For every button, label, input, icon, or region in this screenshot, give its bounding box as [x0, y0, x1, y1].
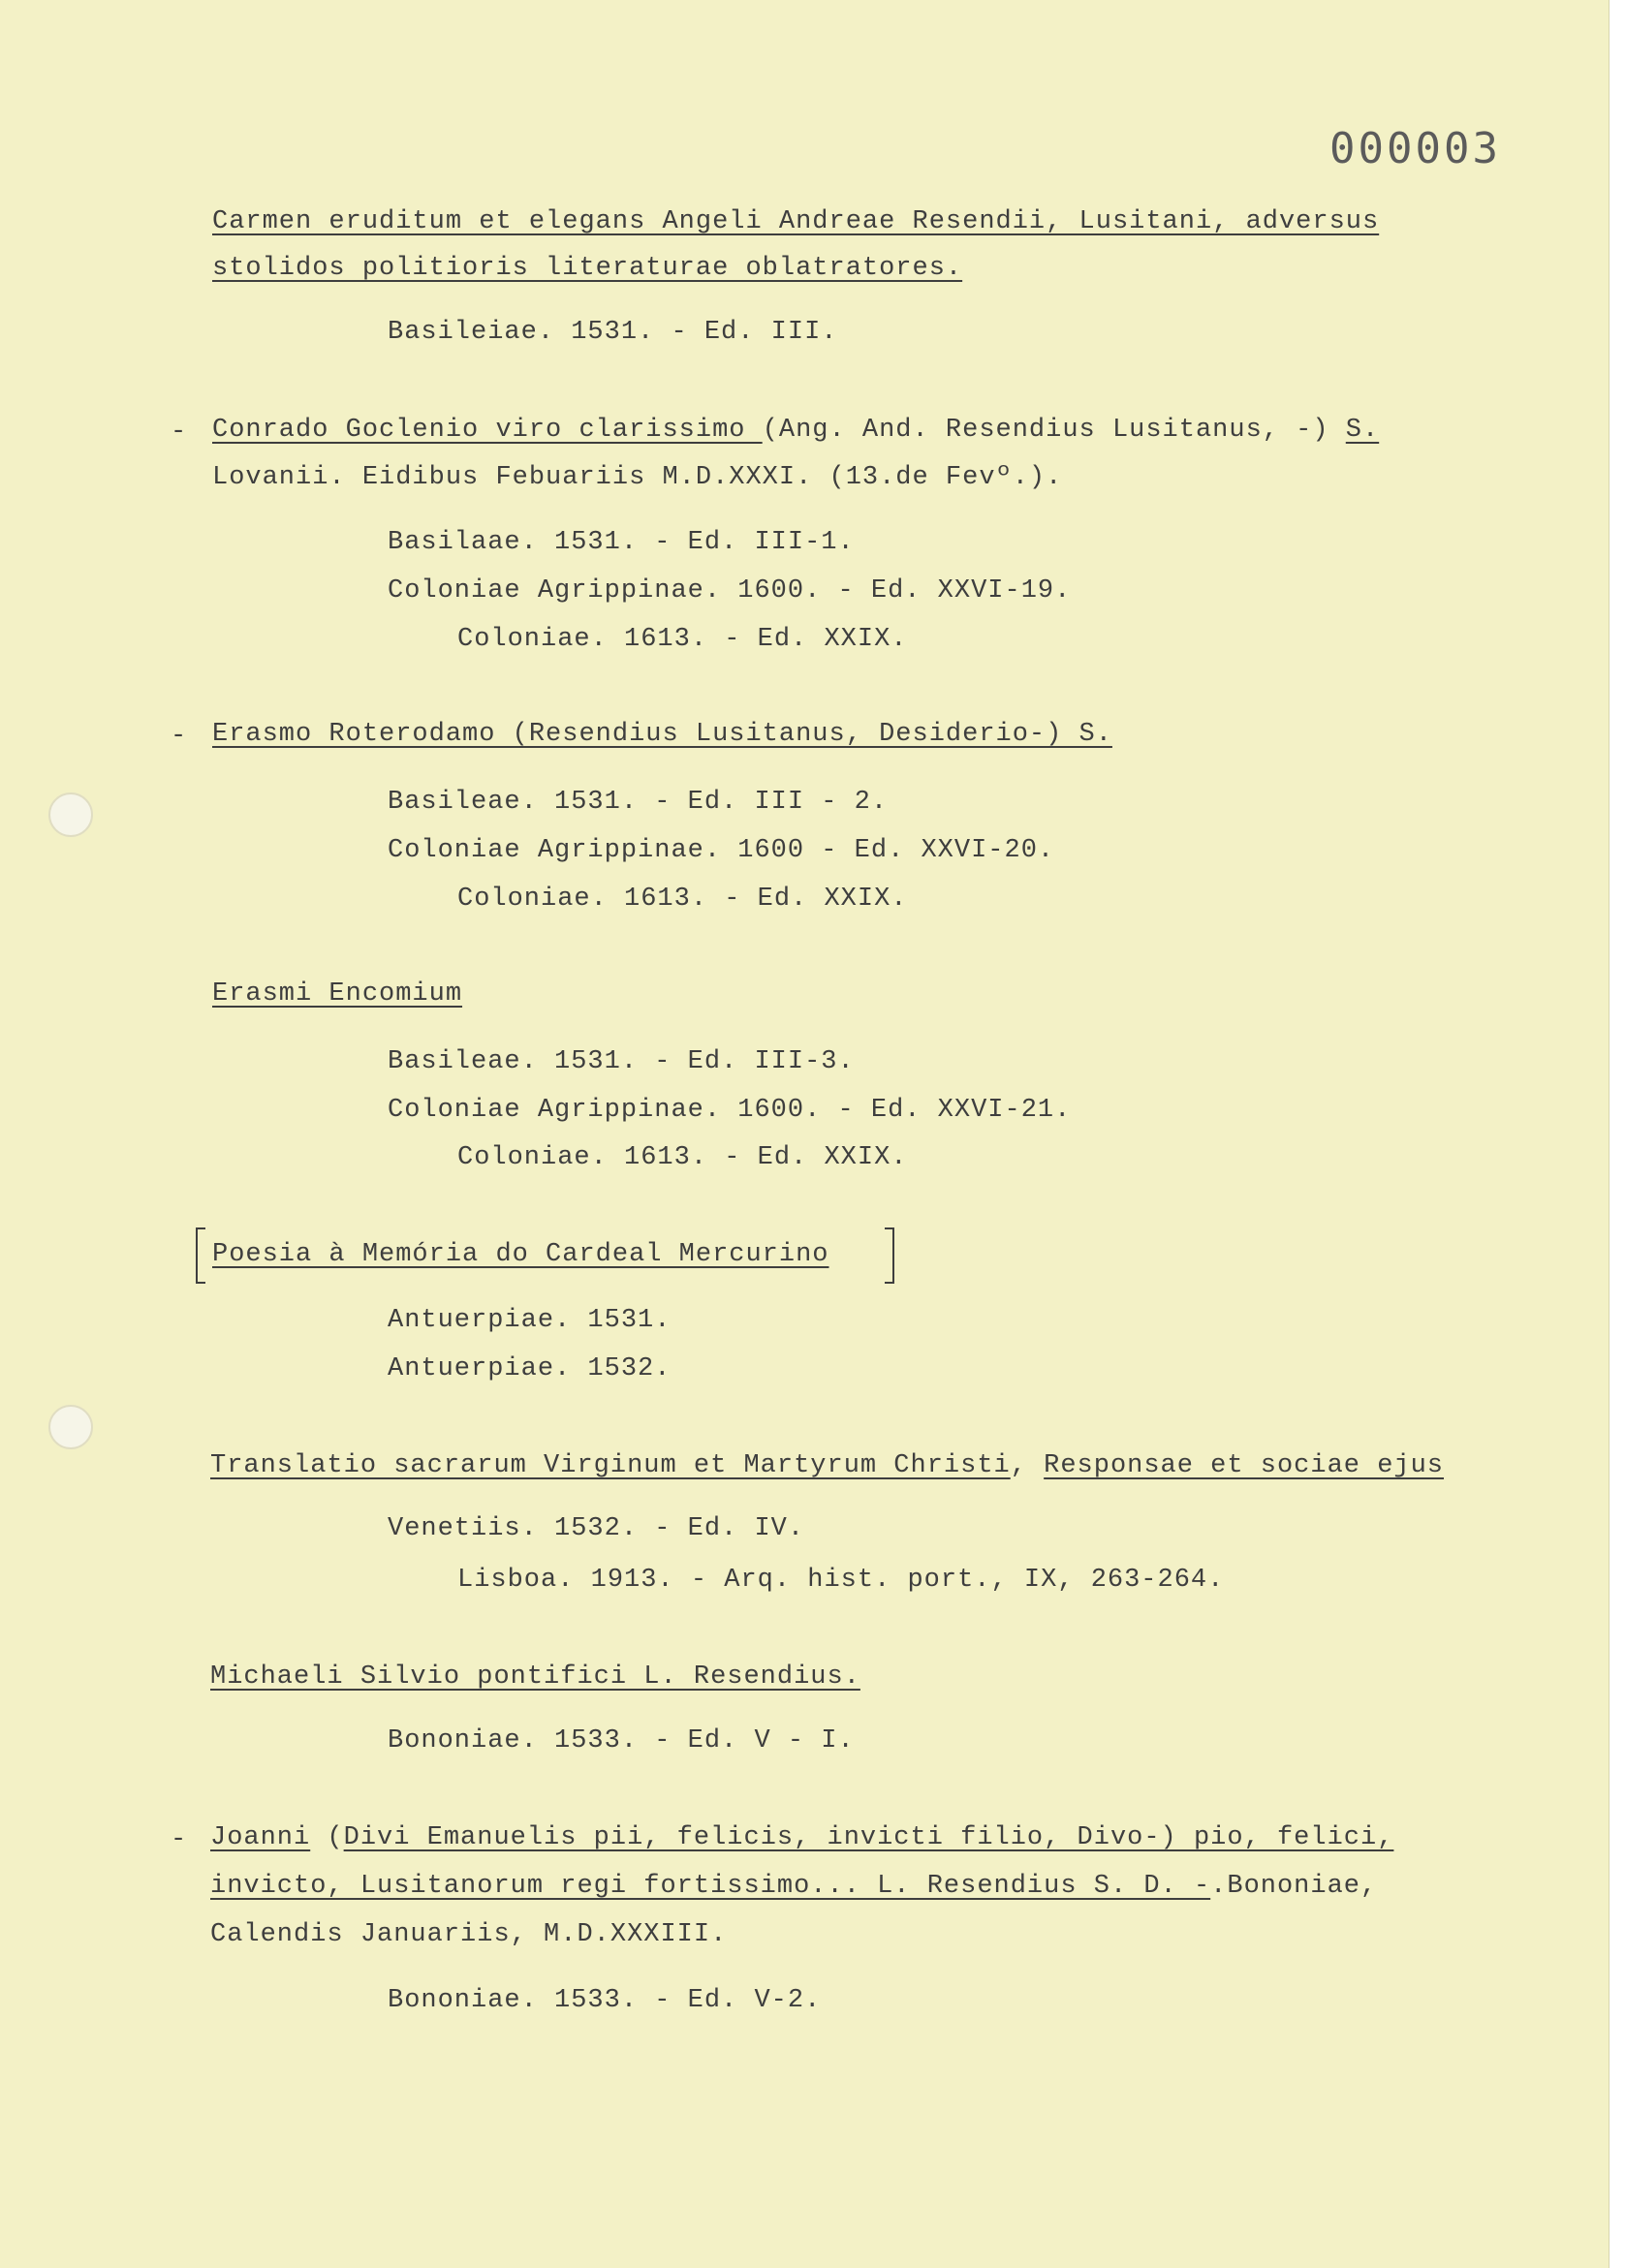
entry-2-title-end: S.: [1345, 416, 1380, 445]
entry-8-title-c: Divi Emanuelis pii, felicis, invicti filio, Divo-) pio, felici,: [343, 1823, 1394, 1852]
entry-6-title: [210, 1453, 1444, 1479]
entry-6-title-a: Translatio sacrarum Virginum et Martyrum Christi: [210, 1451, 1011, 1480]
entry-1-edition-1: Basileiae. 1531. - Ed. III.: [388, 318, 838, 347]
entry-2-edition-1: Basilaae. 1531. - Ed. III-1.: [388, 528, 855, 557]
entry-3-title: Erasmo Roterodamo (Resendius Lusitanus, Desiderio-) S.: [212, 720, 1112, 749]
entry-6-edition-1: Venetiis. 1532. - Ed. IV.: [388, 1514, 805, 1543]
entry-4-edition-1: Basileae. 1531. - Ed. III-3.: [388, 1047, 855, 1076]
entry-3-dash: -: [171, 722, 187, 751]
entry-3-edition-1: Basileae. 1531. - Ed. III - 2.: [388, 788, 889, 817]
right-bracket: [885, 1227, 894, 1284]
entry-2-line2: Lovanii. Eidibus Febuariis M.D.XXXI. (13.de Fevº.).: [212, 463, 1063, 492]
entry-2-sub-edition: Coloniae. 1613. - Ed. XXIX.: [457, 625, 908, 654]
entry-8-title: [210, 1825, 1393, 1851]
entry-2-dash: -: [171, 418, 187, 447]
entry-2-title-underlined: Conrado Goclenio viro clarissimo: [212, 416, 763, 445]
page-number: 000003: [1329, 124, 1501, 173]
entry-7-title: Michaeli Silvio pontifici L. Resendius.: [210, 1662, 860, 1692]
punch-hole: [48, 1405, 93, 1449]
entry-7-edition-1: Bononiae. 1533. - Ed. V - I.: [388, 1726, 855, 1755]
entry-8-title-a: Joanni: [210, 1823, 311, 1852]
entry-1-title-line2: stolidos politioris literaturae oblatratores.: [212, 254, 963, 283]
entry-6-sub-edition: Lisboa. 1913. - Arq. hist. port., IX, 263-264.: [457, 1566, 1225, 1595]
entry-8-line3: Calendis Januariis, M.D.XXXIII.: [210, 1920, 728, 1949]
entry-3-sub-edition: Coloniae. 1613. - Ed. XXIX.: [457, 885, 908, 914]
punch-hole: [48, 792, 93, 837]
entry-2-title: [212, 418, 1379, 444]
entry-4-edition-2: Coloniae Agrippinae. 1600. - Ed. XXVI-21.: [388, 1096, 1072, 1125]
entry-4-title: Erasmi Encomium: [212, 979, 463, 1009]
page-edge: [1609, 0, 1625, 2268]
left-bracket: [196, 1227, 205, 1284]
entry-6-title-sep: ,: [1010, 1451, 1045, 1480]
entry-8-line2-underlined: invicto, Lusitanorum regi fortissimo... L. Resendius S. D. -: [210, 1872, 1211, 1901]
entry-8-line2-rest: .Bononiae,: [1210, 1872, 1378, 1901]
entry-8-dash: -: [171, 1825, 187, 1854]
entry-5-edition-2: Antuerpiae. 1532.: [388, 1354, 672, 1383]
entry-2-edition-2: Coloniae Agrippinae. 1600. - Ed. XXVI-19.: [388, 576, 1072, 606]
entry-3-edition-2: Coloniae Agrippinae. 1600 - Ed. XXVI-20.: [388, 836, 1055, 865]
entry-5-title: Poesia à Memória do Cardeal Mercurino: [212, 1240, 829, 1269]
entry-8-title-b: (: [310, 1823, 344, 1852]
entry-8-line2: [210, 1874, 1377, 1900]
entry-2-title-rest: (Ang. And. Resendius Lusitanus, -): [762, 416, 1346, 445]
entry-4-sub-edition: Coloniae. 1613. - Ed. XXIX.: [457, 1143, 908, 1172]
entry-5-edition-1: Antuerpiae. 1531.: [388, 1306, 672, 1335]
entry-1-title-line1: Carmen eruditum et elegans Angeli Andreae Resendii, Lusitani, adversus: [212, 207, 1380, 236]
entry-8-edition-1: Bononiae. 1533. - Ed. V-2.: [388, 1986, 822, 2015]
entry-6-title-b: Responsae et sociae ejus: [1044, 1451, 1445, 1480]
